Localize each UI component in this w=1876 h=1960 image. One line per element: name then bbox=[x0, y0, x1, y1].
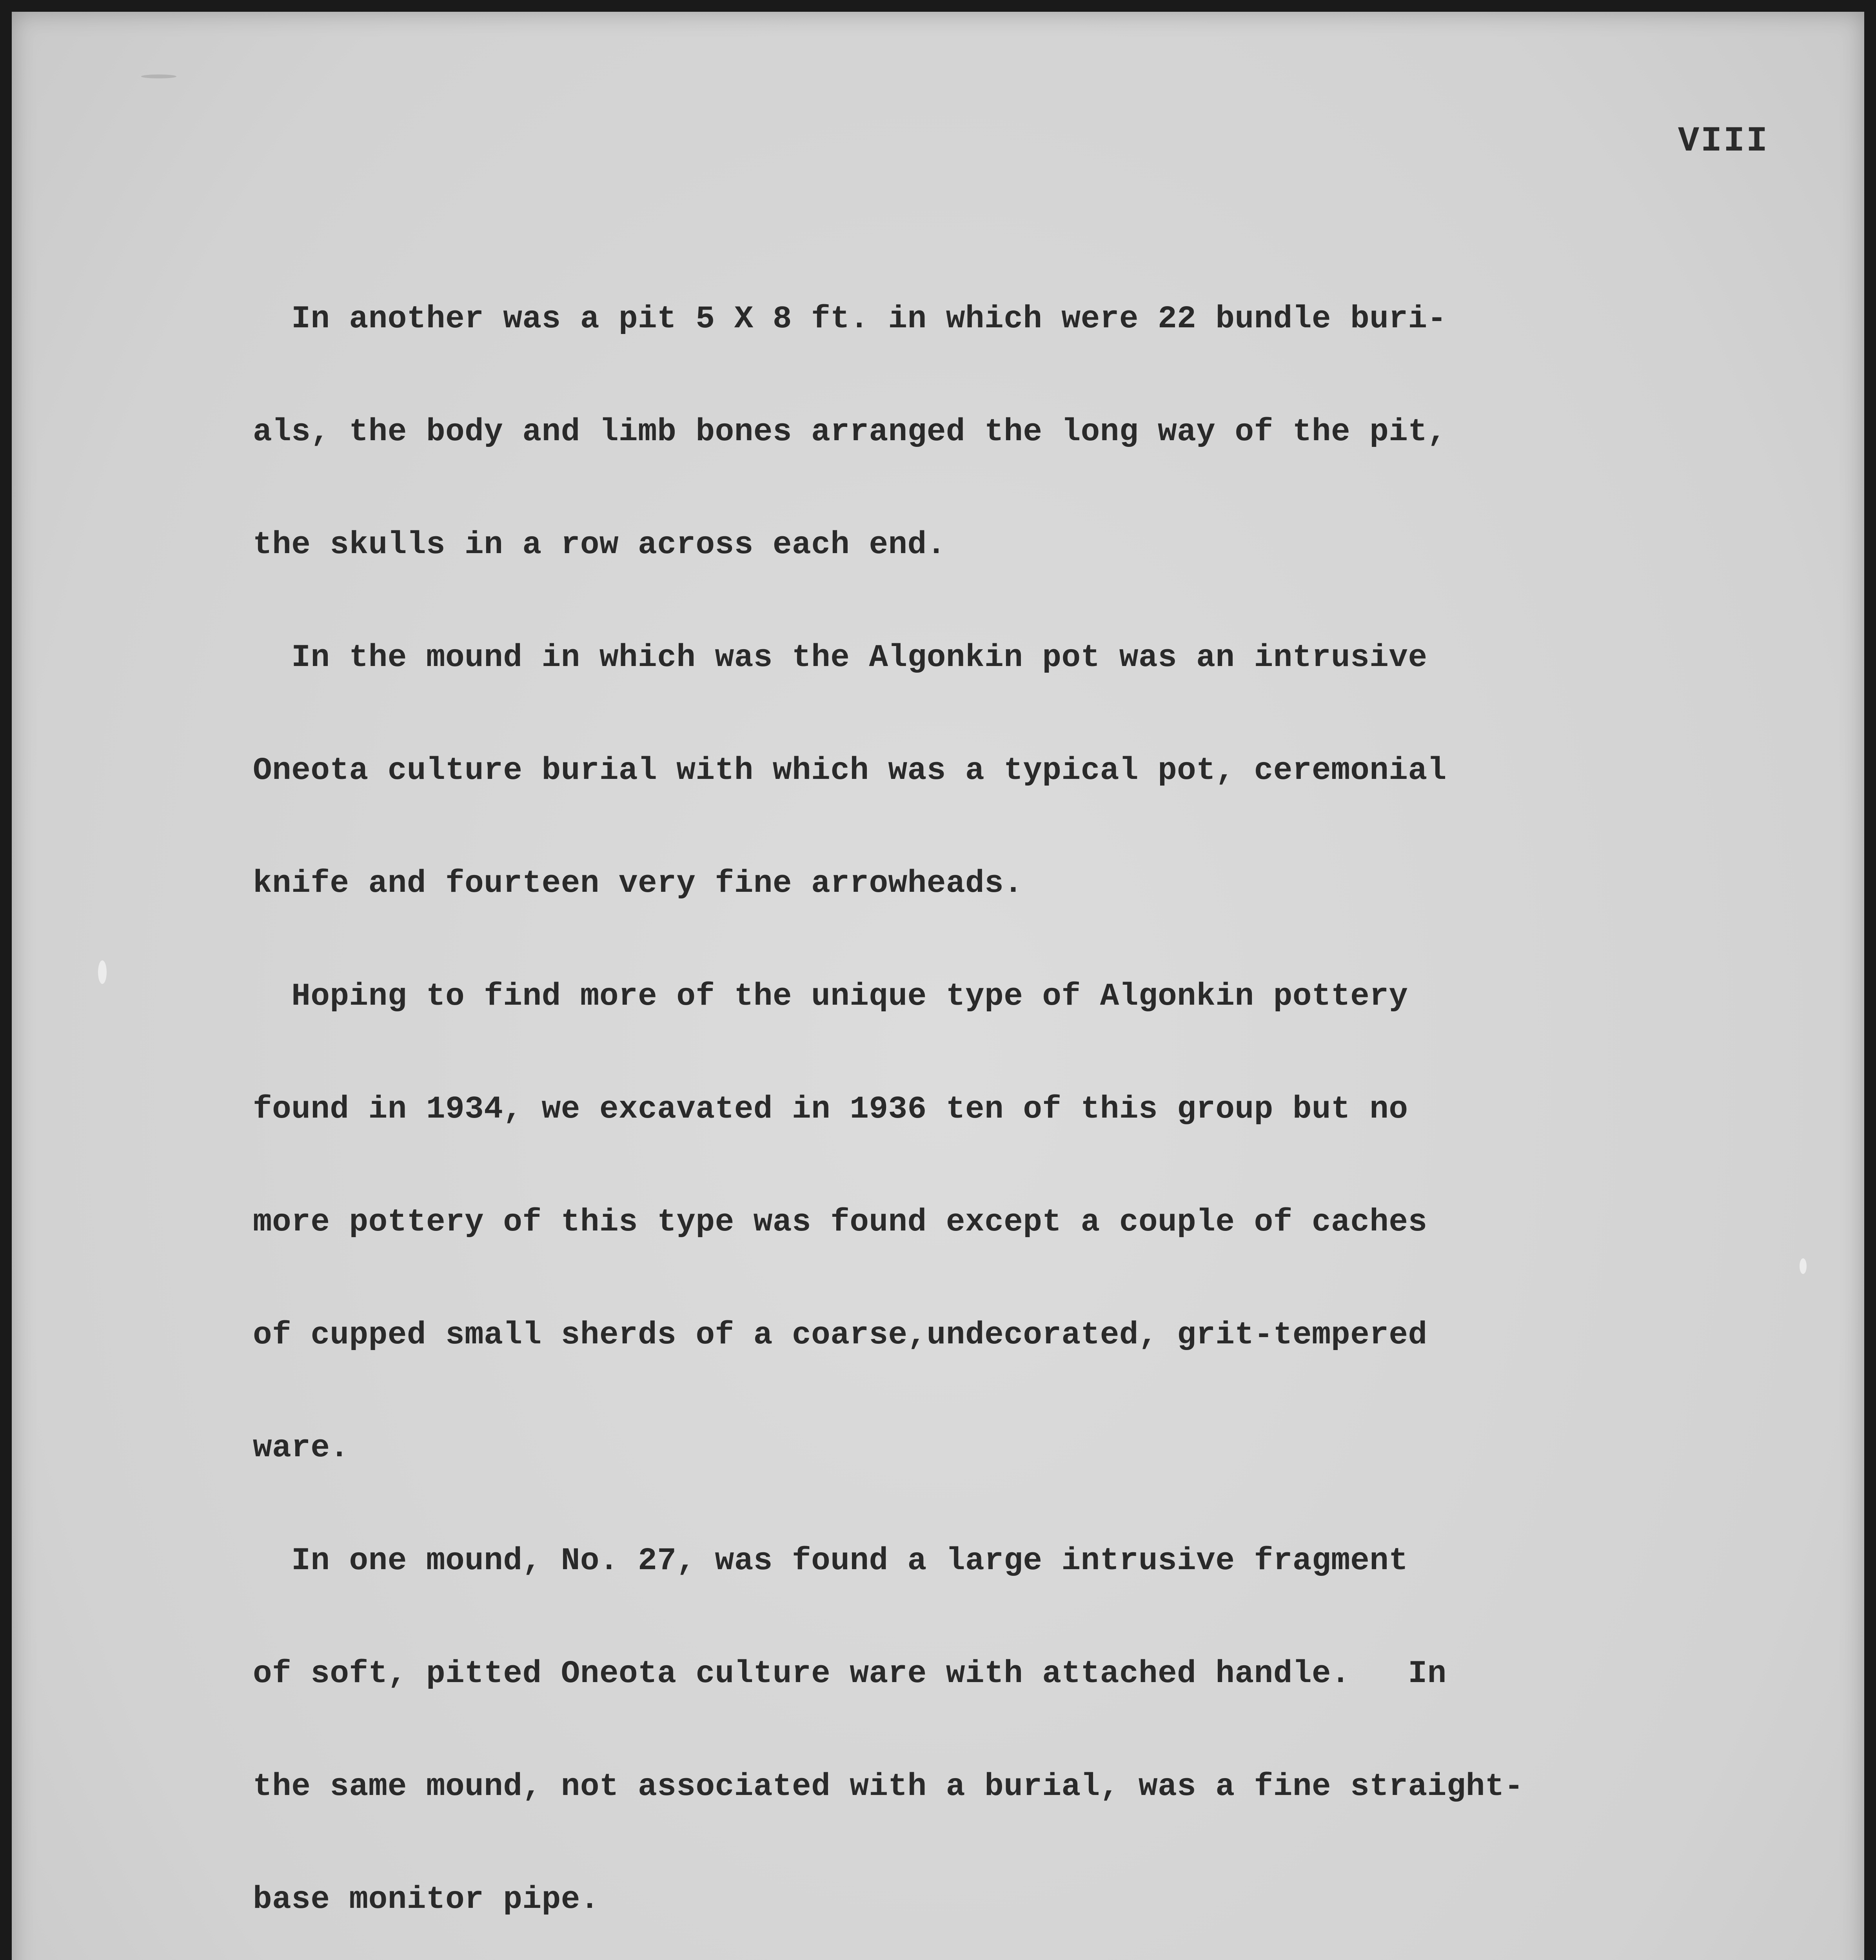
paper-speck bbox=[1800, 1258, 1807, 1274]
document-page bbox=[12, 12, 1864, 1960]
text-line: the skulls in a row across each end. bbox=[253, 527, 946, 563]
text-line: of soft, pitted Oneota culture ware with attached handle. In bbox=[253, 1656, 1447, 1692]
paper-speck bbox=[141, 74, 176, 78]
text-line: the same mound, not associated with a burial, was a fine straight- bbox=[253, 1769, 1524, 1805]
text-line: In another was a pit 5 X 8 ft. in which were 22 bundle buri- bbox=[253, 301, 1447, 337]
page-number: VIII bbox=[1678, 122, 1769, 162]
text-line: als, the body and limb bones arranged the long way of the pit, bbox=[253, 414, 1447, 450]
text-line: Oneota culture burial with which was a typical pot, ceremonial bbox=[253, 753, 1447, 789]
paper-speck bbox=[98, 960, 107, 984]
text-line: ware. bbox=[253, 1430, 349, 1466]
text-line: In the mound in which was the Algonkin pot was an intrusive bbox=[253, 640, 1427, 676]
text-line: of cupped small sherds of a coarse,undecorated, grit-tempered bbox=[253, 1318, 1427, 1353]
text-line: In one mound, No. 27, was found a large intrusive fragment bbox=[253, 1543, 1408, 1579]
text-line: found in 1934, we excavated in 1936 ten of this group but no bbox=[253, 1092, 1408, 1127]
text-line: Hoping to find more of the unique type of Algonkin pottery bbox=[253, 979, 1408, 1014]
text-line: knife and fourteen very fine arrowheads. bbox=[253, 866, 1023, 902]
body-text bbox=[253, 225, 1782, 1960]
text-line: base monitor pipe. bbox=[253, 1882, 599, 1918]
text-line: more pottery of this type was found except a couple of caches bbox=[253, 1205, 1427, 1240]
